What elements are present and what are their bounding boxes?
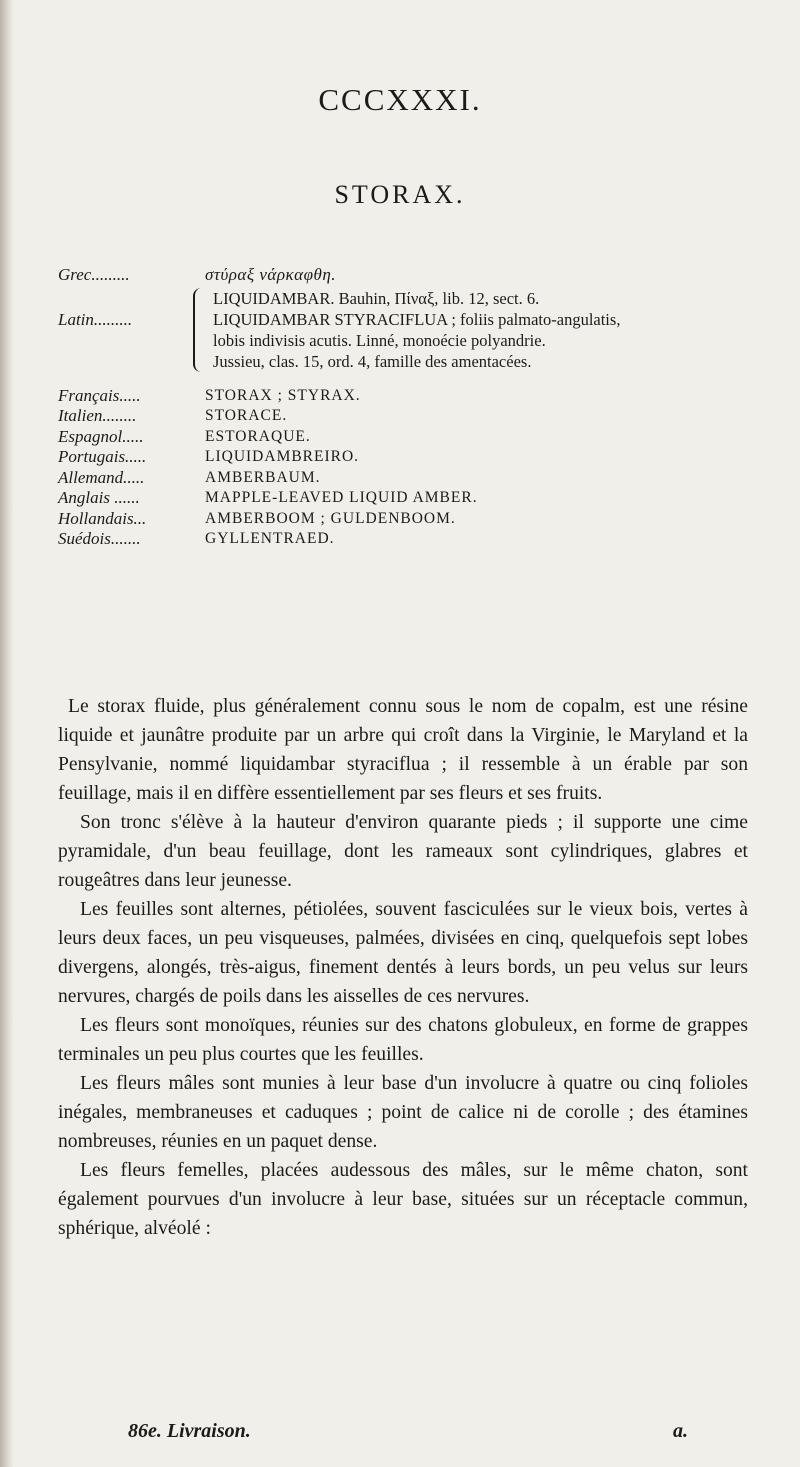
name-value: STORAX ; STYRAX. [205, 386, 361, 404]
description-text [58, 692, 748, 1243]
language-label: Français..... [58, 385, 141, 405]
name-value: AMBERBAUM. [205, 468, 321, 486]
name-value: STORACE. [205, 407, 288, 424]
page-title: STORAX. [334, 180, 466, 209]
brace-icon [193, 288, 207, 372]
page-binding-shadow [0, 0, 14, 1467]
language-label: Grec......... [58, 265, 130, 284]
language-label: Allemand..... [58, 467, 145, 487]
paragraph: Les fleurs femelles, placées audessous des mâles, sur le même chaton, sont également pourvues d'un involucre à leur base, situées sur un réceptacle commun, sphérique, alvéolé : [58, 1160, 748, 1239]
language-label: Hollandais... [58, 508, 147, 528]
paragraph: Son tronc s'élève à la hauteur d'environ quarante pieds ; il supporte une cime pyramidale, d'un beau feuillage, dont les rameaux sont cylindriques, glabres et rougeâtres dans leur jeunesse. [58, 812, 748, 891]
vernacular-names-table [58, 265, 758, 550]
name-row [58, 488, 758, 509]
paragraph: Les fleurs sont monoïques, réunies sur des chatons globuleux, en forme de grappes terminales un peu plus courtes que les feuilles. [58, 1015, 748, 1065]
latin-line: lobis indivisis acutis. Linné, monoécie polyandrie. [213, 330, 546, 350]
name-row [58, 468, 758, 489]
signature-mark: a. [673, 1420, 688, 1442]
language-label: Anglais ...... [58, 488, 140, 507]
latin-line: LIQUIDAMBAR. Bauhin, Πίναξ, lib. 12, sect. 6. [213, 288, 540, 308]
language-label: Italien........ [58, 406, 137, 425]
name-row-latin [58, 288, 758, 372]
latin-synonymy [213, 288, 758, 372]
name-row [58, 406, 758, 427]
livraison-label: 86e. Livraison. [128, 1420, 251, 1442]
latin-line: Jussieu, clas. 15, ord. 4, famille des amentacées. [213, 351, 532, 371]
name-value: στύραξ νάρκαφθη. [205, 265, 337, 284]
language-label: Suédois....... [58, 529, 141, 548]
plate-number: CCCXXXI. [318, 82, 482, 117]
language-label: Portugais..... [58, 447, 147, 466]
page-footer [128, 1420, 688, 1443]
name-row [58, 386, 758, 407]
language-label: Latin......... [58, 309, 133, 329]
name-value: GYLLENTRAED. [205, 530, 335, 547]
name-row [58, 447, 758, 468]
paragraph: Les feuilles sont alternes, pétiolées, souvent fasciculées sur le vieux bois, vertes à leurs deux faces, un peu visqueuses, palmées, divisées en cinq, quelquefois sept lobes divergens, alongés, très-aigus, finement dentés à leurs bords, un peu velus sur leurs nervures, chargés de poils dans les aisselles de ces nervures. [58, 899, 748, 1007]
paragraph: Le storax fluide, plus généralement connu sous le nom de copalm, est une résine liquide et jaunâtre produite par un arbre qui croît dans la Virginie, le Maryland et la Pensylvanie, nommé liquidambar styraciflua ; il ressemble à un érable par son feuillage, mais il en diffère essentiellement par ses fleurs et ses fruits. [58, 696, 748, 804]
name-row [58, 529, 758, 550]
name-row [58, 509, 758, 530]
name-row [58, 427, 758, 448]
name-value: LIQUIDAMBREIRO. [205, 448, 360, 465]
language-label: Espagnol..... [58, 426, 144, 446]
name-value: MAPPLE-LEAVED LIQUID AMBER. [205, 489, 478, 506]
paragraph: Les fleurs mâles sont munies à leur base d'un involucre à quatre ou cinq folioles inégales, membraneuses et caduques ; point de calice ni de corolle ; des étamines nombreuses, réunies en un paquet dense. [58, 1073, 748, 1152]
name-row-greek [58, 265, 758, 286]
name-value: ESTORAQUE. [205, 427, 311, 445]
name-value: AMBERBOOM ; GULDENBOOM. [205, 509, 456, 527]
latin-line: LIQUIDAMBAR STYRACIFLUA ; foliis palmato-angulatis, [213, 309, 621, 329]
